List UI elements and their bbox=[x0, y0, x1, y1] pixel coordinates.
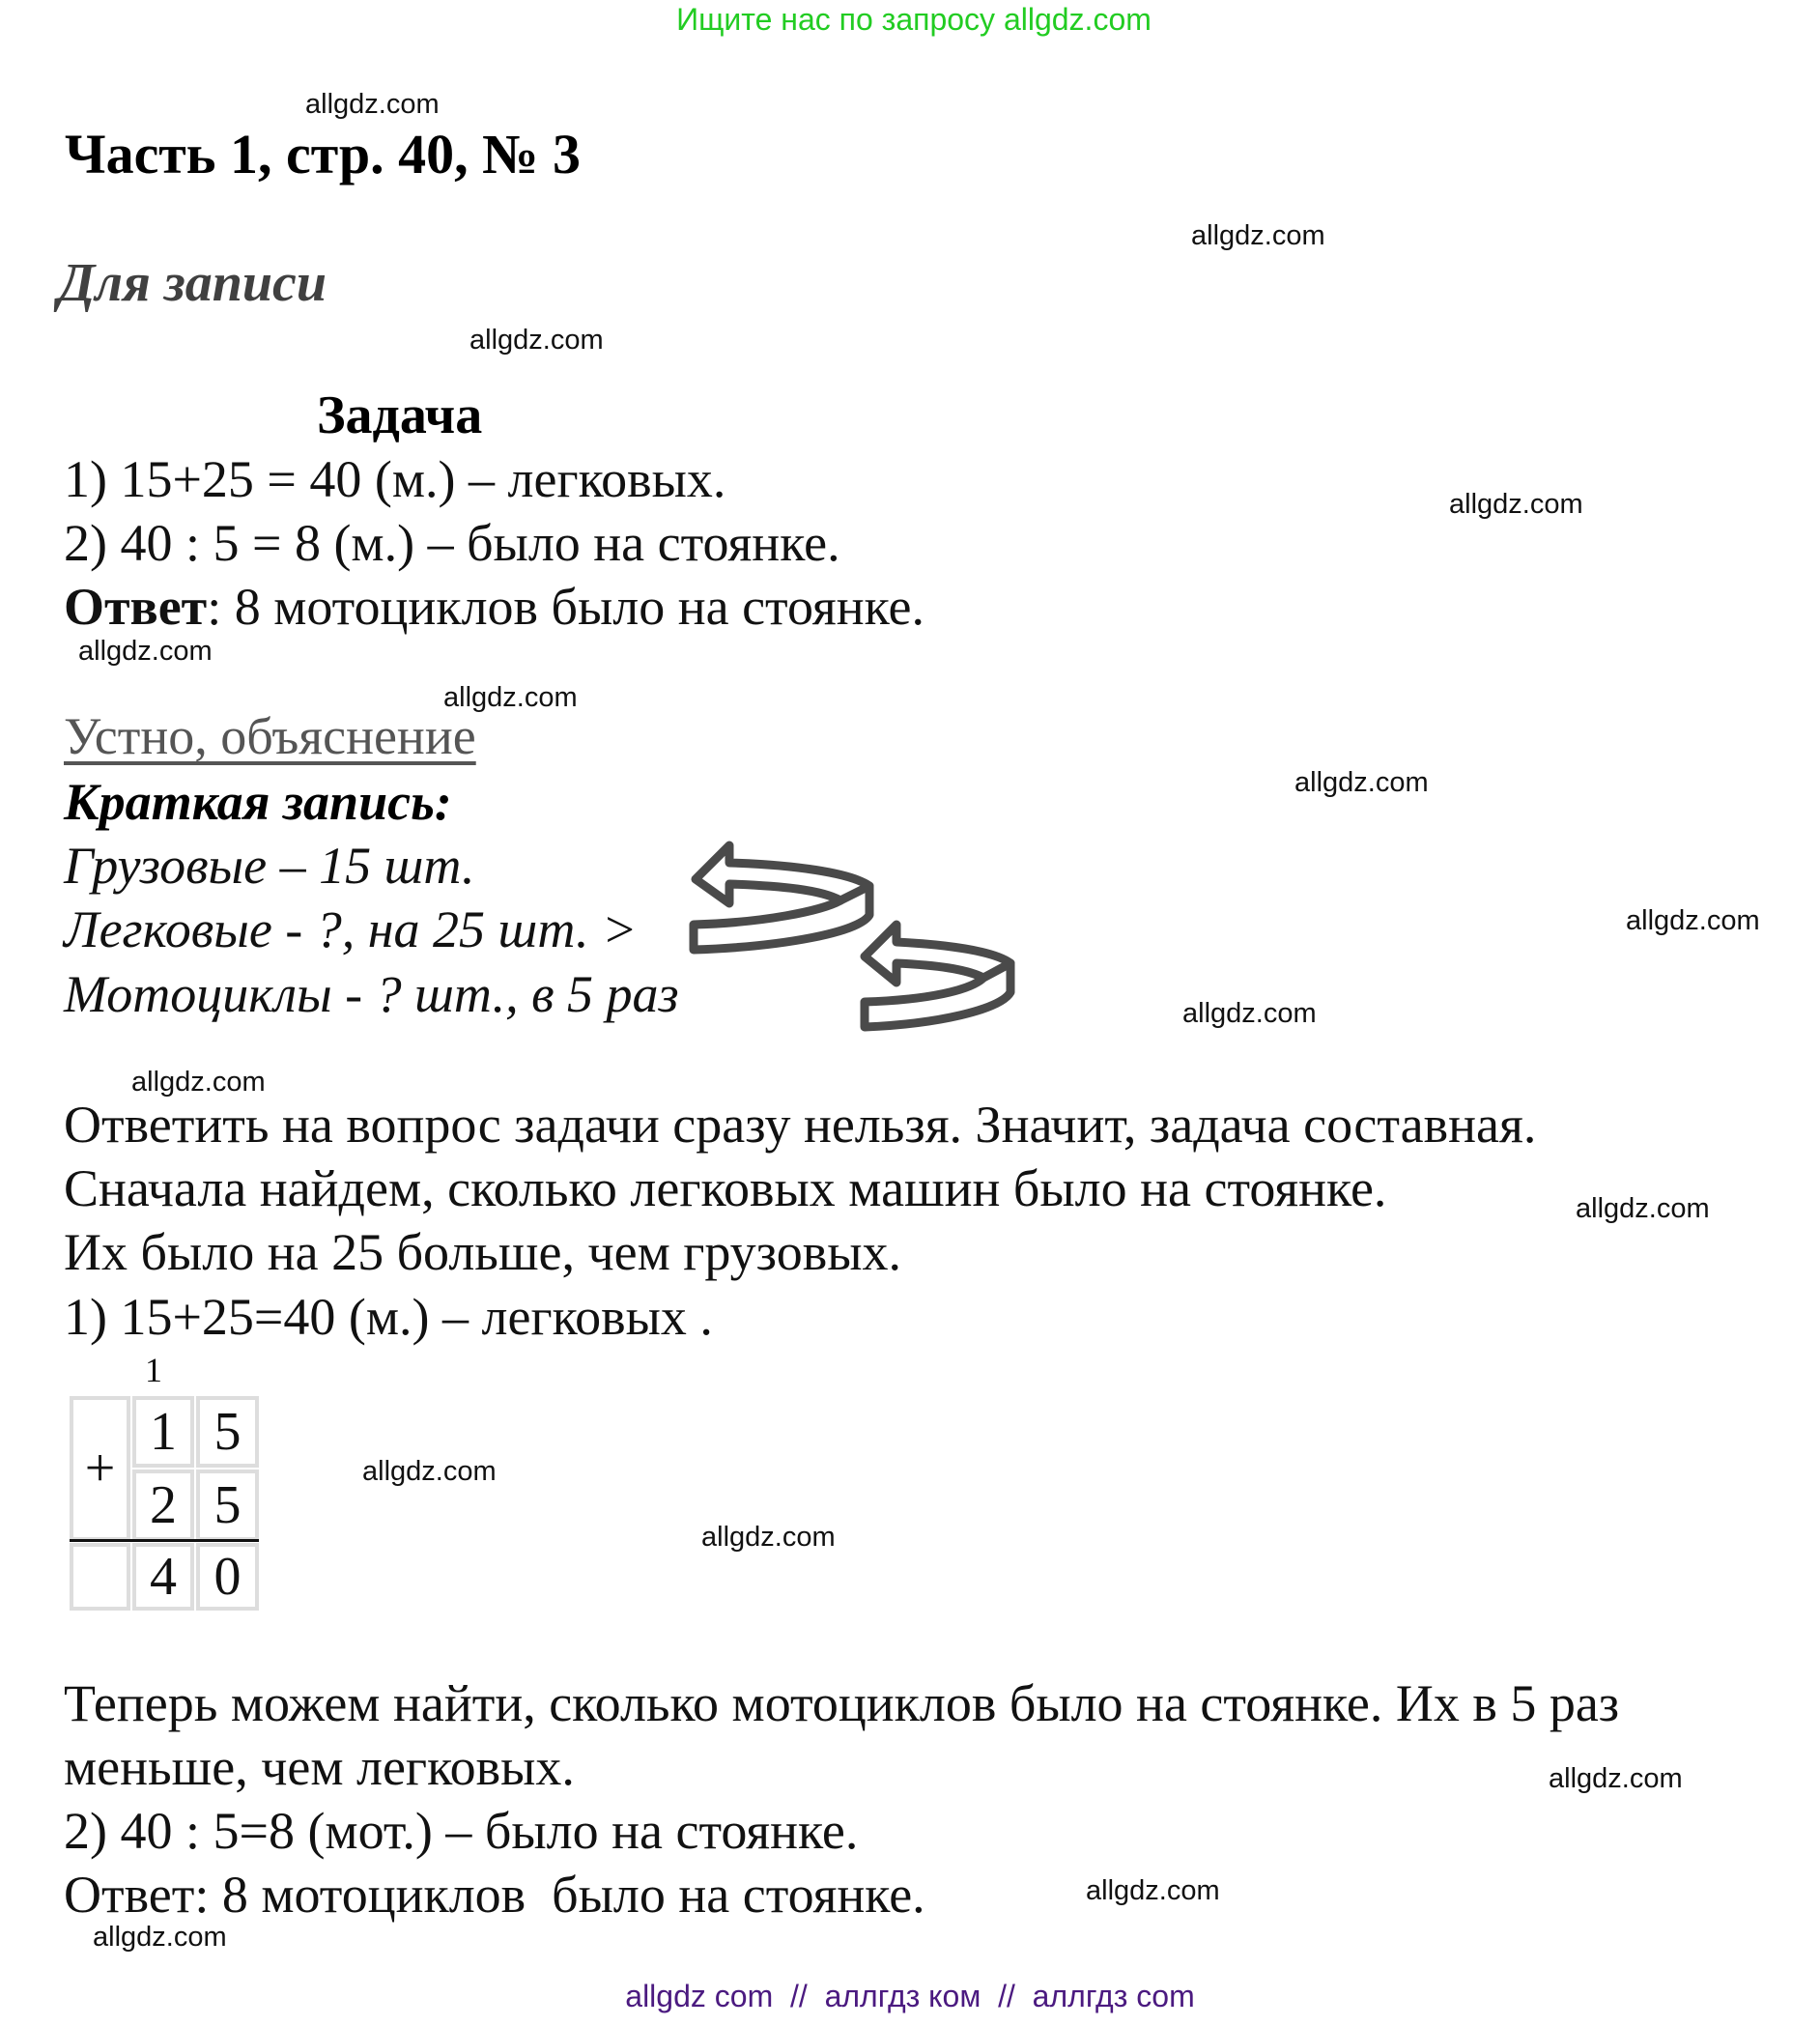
explanation-step-2: 2) 40 : 5=8 (мот.) – было на стоянке. bbox=[64, 1802, 859, 1860]
watermark: allgdz.com bbox=[443, 682, 578, 713]
task-heading: Задача bbox=[317, 385, 483, 445]
result-digit-cell: 4 bbox=[132, 1543, 194, 1611]
answer-text: : 8 мотоциклов было на стоянке. bbox=[207, 578, 925, 636]
watermark: allgdz.com bbox=[1549, 1763, 1683, 1794]
explanation-line-1: Ответить на вопрос задачи сразу нельзя. Значит, задача составная. bbox=[64, 1096, 1537, 1154]
watermark: allgdz.com bbox=[1191, 220, 1325, 251]
short-note-trucks: Грузовые – 15 шт. bbox=[64, 837, 475, 895]
explanation-line-3: Их было на 25 больше, чем грузовых. bbox=[64, 1223, 901, 1281]
banner-text: Ищите нас по запросу allgdz.com bbox=[676, 2, 1152, 37]
solution-step-2: 2) 40 : 5 = 8 (м.) – было на стоянке. bbox=[64, 514, 840, 572]
digit-cell: 5 bbox=[196, 1470, 259, 1541]
top-banner bbox=[0, 0, 1820, 39]
watermark: allgdz.com bbox=[1182, 998, 1317, 1029]
watermark: allgdz.com bbox=[1086, 1875, 1220, 1906]
empty-cell bbox=[70, 1543, 130, 1611]
short-note-motorcycles: Мотоциклы - ? шт., в 5 раз bbox=[64, 965, 679, 1023]
curved-arrows-icon bbox=[676, 826, 1024, 1034]
watermark: allgdz.com bbox=[701, 1522, 836, 1553]
watermark: allgdz.com bbox=[93, 1922, 227, 1953]
sum-line bbox=[70, 1539, 259, 1542]
watermark: allgdz.com bbox=[469, 325, 604, 356]
digit-cell: 1 bbox=[132, 1396, 194, 1468]
record-heading: Для записи bbox=[58, 253, 327, 313]
watermark: allgdz.com bbox=[1576, 1193, 1710, 1224]
carry-digit: 1 bbox=[145, 1351, 162, 1389]
explanation-line-5: меньше, чем легковых. bbox=[64, 1738, 575, 1796]
result-digit-cell: 0 bbox=[196, 1543, 259, 1611]
answer-line bbox=[64, 576, 924, 638]
explanation-line-4: Теперь можем найти, сколько мотоциклов было на стоянке. Их в 5 раз bbox=[64, 1674, 1620, 1732]
digit-cell: 5 bbox=[196, 1396, 259, 1468]
short-note-heading: Краткая запись: bbox=[64, 773, 452, 831]
operator-cell: + bbox=[70, 1396, 130, 1541]
solution-step-1: 1) 15+25 = 40 (м.) – легковых. bbox=[64, 450, 726, 508]
watermark: allgdz.com bbox=[131, 1067, 266, 1098]
watermark: allgdz.com bbox=[1294, 767, 1429, 798]
footer-links: allgdz com // аллгдз ком // аллгдз com bbox=[625, 1979, 1195, 2013]
column-addition-grid bbox=[70, 1396, 259, 1611]
explanation-line-2: Сначала найдем, сколько легковых машин было на стоянке. bbox=[64, 1159, 1387, 1217]
explanation-step-1: 1) 15+25=40 (м.) – легковых . bbox=[64, 1288, 713, 1346]
digit-cell: 2 bbox=[132, 1470, 194, 1541]
answer-label: Ответ bbox=[64, 578, 208, 636]
watermark: allgdz.com bbox=[1626, 905, 1760, 936]
watermark: allgdz.com bbox=[1449, 489, 1583, 520]
final-answer: Ответ: 8 мотоциклов было на стоянке. bbox=[64, 1866, 925, 1924]
watermark: allgdz.com bbox=[362, 1456, 497, 1487]
watermark: allgdz.com bbox=[305, 89, 440, 120]
watermark: allgdz.com bbox=[78, 636, 213, 667]
oral-heading: Устно, объяснение bbox=[64, 707, 476, 765]
page-title: Часть 1, стр. 40, № 3 bbox=[65, 123, 581, 185]
short-note-cars: Легковые - ?, на 25 шт. > bbox=[64, 900, 638, 958]
